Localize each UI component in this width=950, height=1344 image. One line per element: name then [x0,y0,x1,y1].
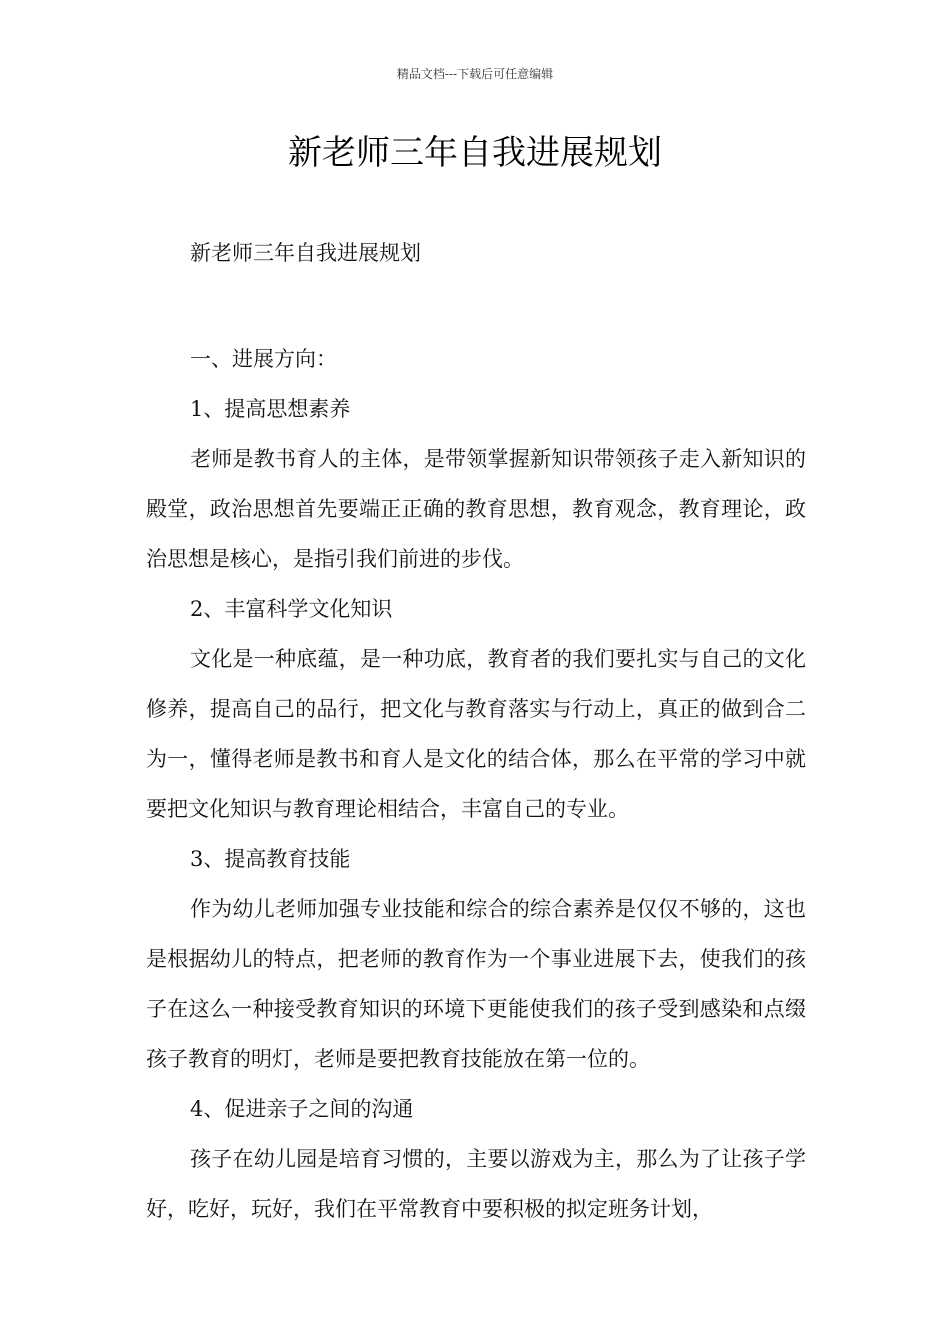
subsection-heading-4: 4、促进亲子之间的沟通 [190,1097,414,1121]
subsection-heading-1: 1、提高思想素养 [190,397,351,421]
body-paragraph-2: 文化是一种底蕴，是一种功底，教育者的我们要扎实与自己的文化修养，提高自己的品行，把文化与教育落实与行动上，真正的做到合二为一，懂得老师是教书和育人是文化的结合体，那么在平常的学习中就要把文化知识与教育理论相结合，丰富自己的专业。 [146,647,806,821]
header-note: 精品文档---下载后可任意编辑 [396,67,554,81]
document-body [146,228,806,1234]
paragraph-spacer [146,278,806,334]
subsection-heading-2: 2、丰富科学文化知识 [190,597,393,621]
body-paragraph-4: 孩子在幼儿园是培育习惯的，主要以游戏为主，那么为了让孩子学好，吃好，玩好，我们在平常教育中要积极的拟定班务计划， [146,1147,806,1221]
subsection-heading-3: 3、提高教育技能 [190,847,351,871]
document-title: 新老师三年自我进展规划 [288,133,662,173]
section-heading: 一、进展方向： [190,347,337,371]
subtitle-paragraph: 新老师三年自我进展规划 [190,241,421,265]
body-paragraph-1: 老师是教书育人的主体，是带领掌握新知识带领孩子走入新知识的殿堂，政治思想首先要端正正确的教育思想，教育观念，教育理论，政治思想是核心，是指引我们前进的步伐。 [146,447,806,571]
body-paragraph-3: 作为幼儿老师加强专业技能和综合的综合素养是仅仅不够的，这也是根据幼儿的特点，把老师的教育作为一个事业进展下去，使我们的孩子在这么一种接受教育知识的环境下更能使我们的孩子受到感染和点缀孩子教育的明灯，老师是要把教育技能放在第一位的。 [146,897,806,1071]
